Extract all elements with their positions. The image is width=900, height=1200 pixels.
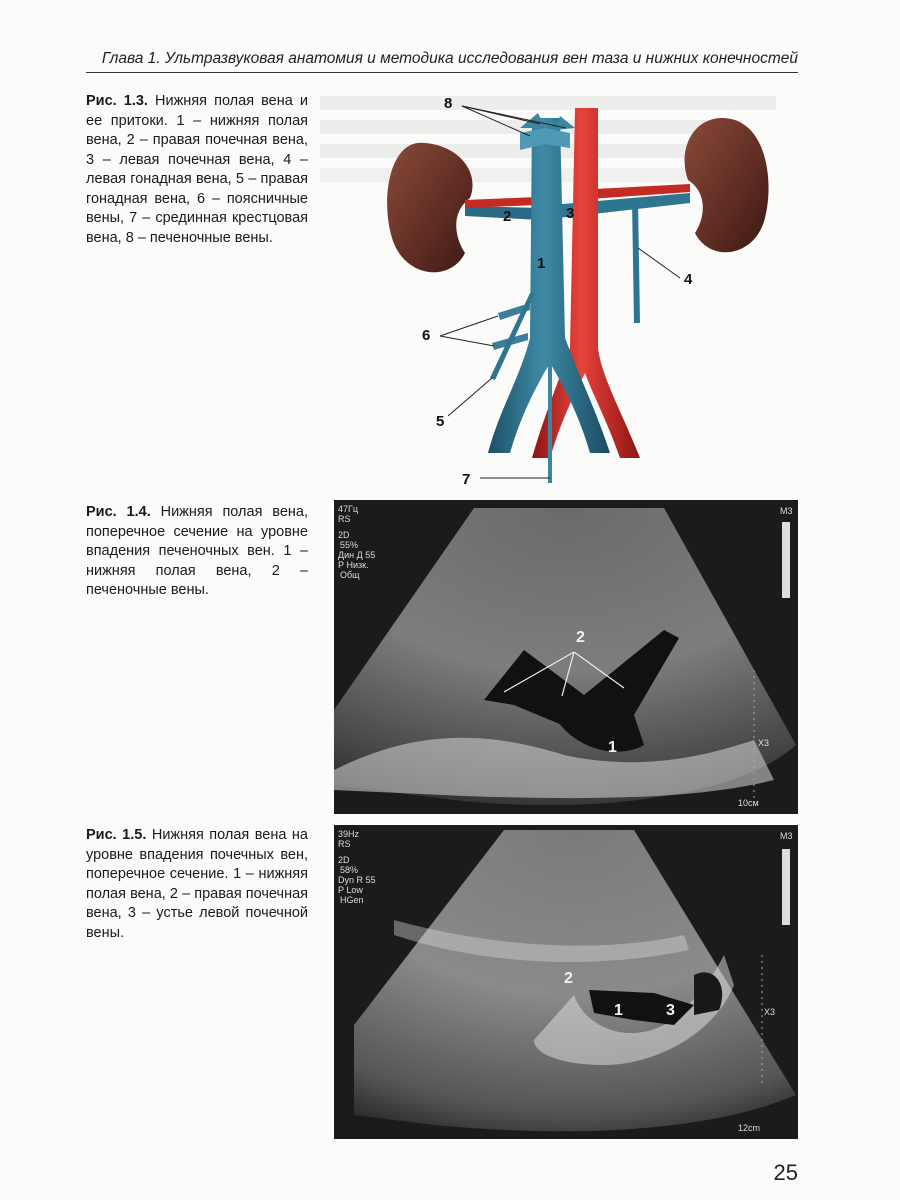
marker-4: 4	[684, 271, 693, 288]
median-sacral-vein	[548, 363, 552, 483]
overlay-mode: 2D	[338, 530, 350, 540]
left-gonadal-vein	[632, 200, 640, 323]
marker-2: 2	[576, 629, 585, 646]
marker-2: 2	[564, 970, 573, 987]
marker-5: 5	[436, 413, 445, 430]
right-kidney	[387, 143, 472, 273]
ultrasound-svg-1-4	[334, 500, 798, 814]
overlay-probe: RS	[338, 514, 351, 524]
overlay-focus: X3	[758, 738, 770, 748]
overlay-dyn: Дин Д 55	[338, 550, 376, 560]
caption-fig-1-5	[86, 826, 308, 943]
caption-text: Нижняя полая вена, поперечное сечение на уровне впадения печеночных вен. 1 – нижняя полая вена, 2 – печеночные вены.	[86, 504, 308, 598]
ivc-diagram-svg	[370, 88, 800, 498]
left-kidney	[685, 118, 769, 252]
overlay-gain: 55%	[340, 540, 359, 550]
caption-label: Рис. 1.4.	[86, 504, 151, 520]
marker-7: 7	[462, 471, 471, 488]
overlay-mode: 2D	[338, 855, 350, 865]
overlay-probe: RS	[338, 839, 351, 849]
marker-1: 1	[614, 1002, 623, 1019]
page-number: 25	[773, 1160, 798, 1185]
caption-fig-1-3	[86, 92, 308, 248]
caption-text: Нижняя полая вена на уровне впадения почечных вен, поперечное сечение. 1 – нижняя полая вена, 2 – правая почечная вена, 3 – устье левой почечной вены.	[86, 827, 308, 941]
running-header: Глава 1. Ультразвуковая анатомия и методика исследования вен таза и нижних конечностей	[86, 50, 798, 73]
caption-label: Рис. 1.5.	[86, 827, 147, 843]
caption-label: Рис. 1.3.	[86, 93, 148, 109]
overlay-freq: 39Hz	[338, 829, 360, 839]
overlay-preset: Общ	[340, 570, 360, 580]
overlay-dyn: Dyn R 55	[338, 875, 376, 885]
marker-8: 8	[444, 95, 453, 112]
ultrasound-image-hepatic	[334, 500, 798, 814]
overlay-depth: 10см	[738, 798, 759, 808]
marker-3: 3	[566, 205, 575, 222]
overlay-power: P Low	[338, 885, 363, 895]
ultrasound-svg-1-5	[334, 825, 798, 1139]
marker-2: 2	[503, 208, 512, 225]
overlay-freq: 47Гц	[338, 504, 359, 514]
caption-text: Нижняя полая вена и ее притоки. 1 – нижняя полая вена, 2 – правая почечная вена, 3 – левая почечная вена, 4 – левая гонадная вена, 5 – правая гонадная вена, 6 – поясничные вены, 7 – срединная крестцовая вена, 8 – печеночные вены.	[86, 93, 308, 246]
overlay-map: M3	[780, 506, 793, 516]
caption-fig-1-4	[86, 503, 308, 601]
overlay-focus: X3	[764, 1007, 776, 1017]
overlay-preset: HGen	[340, 895, 364, 905]
marker-1: 1	[608, 739, 617, 756]
marker-1: 1	[537, 255, 546, 272]
ivc-tributaries-diagram	[370, 88, 800, 498]
overlay-map: M3	[780, 831, 793, 841]
overlay-depth: 12cm	[738, 1123, 761, 1133]
overlay-power: Р Низк.	[338, 560, 369, 570]
overlay-gain: 58%	[340, 865, 359, 875]
ultrasound-image-renal	[334, 825, 798, 1139]
marker-6: 6	[422, 327, 431, 344]
marker-3: 3	[666, 1002, 675, 1019]
